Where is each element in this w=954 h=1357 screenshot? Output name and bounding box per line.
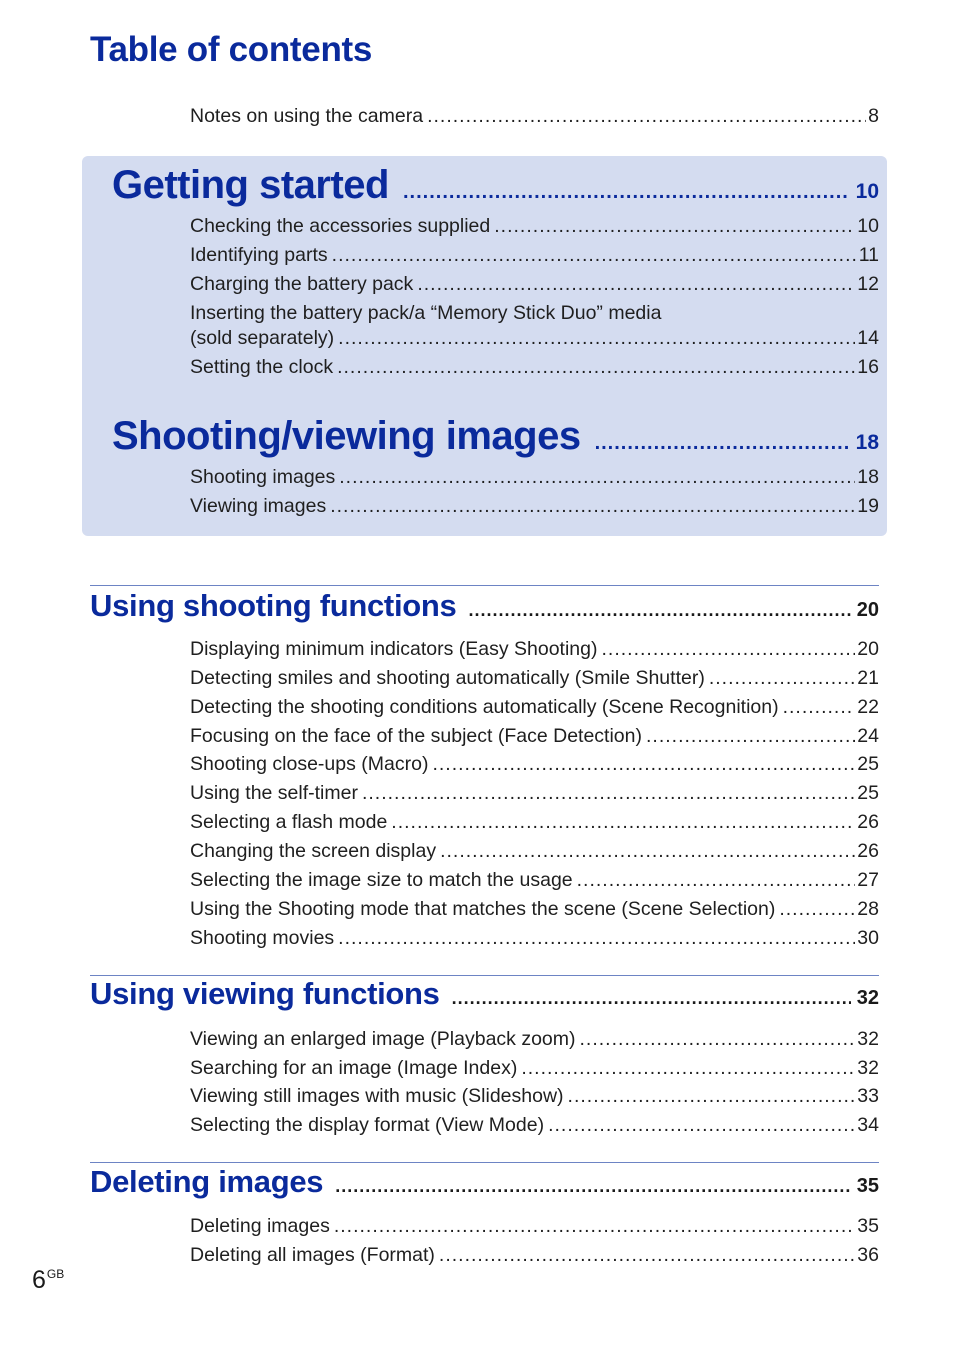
- toc-entry[interactable]: [190, 808, 879, 837]
- dot-leader: [779, 895, 855, 924]
- section-heading-page: 18: [855, 431, 879, 454]
- toc-entry-page: 18: [857, 466, 879, 488]
- toc-entry-page: 28: [857, 898, 879, 920]
- toc-entry-page: 32: [857, 1057, 879, 1079]
- toc-entry-label: Selecting a flash mode: [190, 811, 388, 833]
- toc-entry-page: 35: [857, 1215, 879, 1237]
- toc-entry-label: Detecting smiles and shooting automatically (Smile Shutter): [190, 667, 705, 689]
- toc-entry-page: 27: [857, 869, 879, 891]
- dot-leader: [338, 326, 855, 351]
- toc-entry[interactable]: [190, 837, 879, 866]
- toc-entry[interactable]: [190, 1241, 879, 1270]
- toc-entry[interactable]: [190, 270, 879, 299]
- toc-entry[interactable]: [190, 1111, 879, 1140]
- toc-entry[interactable]: [190, 1025, 879, 1054]
- toc-entry-label: Detecting the shooting conditions automatically (Scene Recognition): [190, 696, 779, 718]
- dot-leader: [783, 693, 856, 722]
- toc-entry[interactable]: [190, 1082, 879, 1111]
- toc-entry-page: 22: [857, 696, 879, 718]
- toc-entry-page: 20: [857, 638, 879, 660]
- dot-leader: [580, 1025, 856, 1054]
- toc-entry-page: 25: [857, 782, 879, 804]
- section-heading-label: Getting started: [112, 163, 389, 207]
- dot-leader: [362, 779, 855, 808]
- dot-leader: [330, 492, 855, 521]
- toc-entry-page: 32: [857, 1028, 879, 1050]
- section-heading-using-shooting[interactable]: [90, 588, 879, 624]
- toc-entry-page: 26: [857, 811, 879, 833]
- toc-entry[interactable]: [190, 492, 879, 521]
- toc-entry[interactable]: [190, 866, 879, 895]
- toc-entry-page: 11: [858, 244, 879, 266]
- toc-entry-label-continued: (sold separately): [190, 327, 335, 349]
- dot-leader: [332, 241, 857, 270]
- toc-entry[interactable]: [190, 722, 879, 751]
- section-heading-label: Using viewing functions: [90, 976, 440, 1011]
- dot-leader: [646, 722, 855, 751]
- toc-entry-label: Inserting the battery pack/a “Memory Stick Duo” media: [190, 302, 662, 324]
- section-heading-deleting[interactable]: [90, 1164, 879, 1200]
- toc-entry[interactable]: [190, 664, 879, 693]
- dot-leader: [339, 463, 855, 492]
- dot-leader: [391, 808, 855, 837]
- toc-entry-label: Deleting all images (Format): [190, 1244, 435, 1266]
- toc-entry-label: Setting the clock: [190, 356, 334, 378]
- toc-entry[interactable]: [190, 635, 879, 664]
- toc-entry[interactable]: [190, 301, 879, 351]
- toc-entry[interactable]: [190, 353, 879, 382]
- toc-entry[interactable]: [190, 895, 879, 924]
- dot-leader: [452, 988, 851, 1009]
- dot-leader: [494, 212, 855, 241]
- dot-leader: [334, 1212, 855, 1241]
- toc-entry-label: Displaying minimum indicators (Easy Shooting): [190, 638, 598, 660]
- toc-entry[interactable]: [190, 693, 879, 722]
- page-number-suffix: GB: [46, 1267, 65, 1281]
- toc-entry-notes[interactable]: [190, 102, 879, 131]
- section-heading-page: 32: [856, 987, 879, 1009]
- dot-leader: [417, 270, 855, 299]
- toc-entry-page: 12: [857, 273, 879, 295]
- toc-entry-page: 14: [857, 327, 879, 349]
- dot-leader: [440, 837, 855, 866]
- toc-entry-label: Focusing on the face of the subject (Face Detection): [190, 725, 642, 747]
- toc-entry-page: 10: [857, 215, 879, 237]
- toc-entry[interactable]: [190, 750, 879, 779]
- dot-leader: [568, 1082, 856, 1111]
- toc-entry-page: 19: [857, 495, 879, 517]
- toc-entry-label: Shooting movies: [190, 927, 335, 949]
- toc-entry[interactable]: [190, 463, 879, 492]
- toc-entry[interactable]: [190, 212, 879, 241]
- page-title: Table of contents: [90, 30, 373, 69]
- toc-entry-page: 26: [857, 840, 879, 862]
- toc-entry[interactable]: [190, 1212, 879, 1241]
- dot-leader: [577, 866, 856, 895]
- toc-entry-page: 34: [857, 1114, 879, 1136]
- dot-leader: [338, 924, 855, 953]
- dot-leader: [403, 181, 850, 204]
- dot-leader: [439, 1241, 855, 1270]
- dot-leader: [548, 1111, 855, 1140]
- toc-entry-page: 16: [857, 356, 879, 378]
- toc-entry-page: 8: [868, 105, 879, 127]
- section-divider: [90, 585, 879, 586]
- section-heading-label: Using shooting functions: [90, 588, 457, 623]
- toc-entry[interactable]: [190, 241, 879, 270]
- section-heading-getting-started[interactable]: [112, 163, 879, 208]
- toc-entry-label: Viewing an enlarged image (Playback zoom): [190, 1028, 576, 1050]
- toc-entry-label: Selecting the display format (View Mode): [190, 1114, 545, 1136]
- toc-entry-page: 21: [857, 667, 879, 689]
- toc-entry-page: 25: [857, 753, 879, 775]
- dot-leader: [595, 432, 850, 455]
- toc-entry-label: Checking the accessories supplied: [190, 215, 491, 237]
- toc-entry-label: Shooting close-ups (Macro): [190, 753, 429, 775]
- toc-entry-label: Viewing still images with music (Slideshow): [190, 1085, 564, 1107]
- toc-entry-label: Charging the battery pack: [190, 273, 414, 295]
- section-heading-using-viewing[interactable]: [90, 976, 879, 1012]
- toc-entry-label: Viewing images: [190, 495, 327, 517]
- dot-leader: [427, 102, 866, 131]
- toc-entry-page: 33: [857, 1085, 879, 1107]
- dot-leader: [709, 664, 855, 693]
- section-heading-shooting-viewing[interactable]: [112, 414, 879, 459]
- section-heading-label: Shooting/viewing images: [112, 414, 581, 458]
- section-heading-page: 20: [856, 599, 879, 621]
- toc-entry-label: Shooting images: [190, 466, 336, 488]
- toc-entry-page: 24: [857, 725, 879, 747]
- toc-entry-page: 30: [857, 927, 879, 949]
- dot-leader: [335, 1176, 851, 1197]
- dot-leader: [521, 1054, 855, 1083]
- section-divider: [90, 1162, 879, 1163]
- toc-entry-label: Notes on using the camera: [190, 105, 424, 127]
- dot-leader: [337, 353, 855, 382]
- dot-leader: [468, 600, 850, 621]
- page-number: [32, 1266, 64, 1295]
- toc-entry-label: Using the self-timer: [190, 782, 358, 804]
- dot-leader: [602, 635, 856, 664]
- toc-entry-label: Using the Shooting mode that matches the scene (Scene Selection): [190, 898, 776, 920]
- page-number-value: 6: [32, 1266, 46, 1294]
- toc-entry[interactable]: [190, 779, 879, 808]
- toc-entry-label: Deleting images: [190, 1215, 330, 1237]
- toc-entry-label: Changing the screen display: [190, 840, 437, 862]
- toc-entry-page: 36: [857, 1244, 879, 1266]
- section-heading-page: 10: [855, 180, 879, 203]
- section-heading-page: 35: [856, 1175, 879, 1197]
- toc-entry[interactable]: [190, 1054, 879, 1083]
- toc-entry-label: Searching for an image (Image Index): [190, 1057, 518, 1079]
- toc-entry-label: Selecting the image size to match the usage: [190, 869, 573, 891]
- toc-entry[interactable]: [190, 924, 879, 953]
- dot-leader: [432, 750, 855, 779]
- section-heading-label: Deleting images: [90, 1164, 324, 1199]
- toc-entry-label: Identifying parts: [190, 244, 328, 266]
